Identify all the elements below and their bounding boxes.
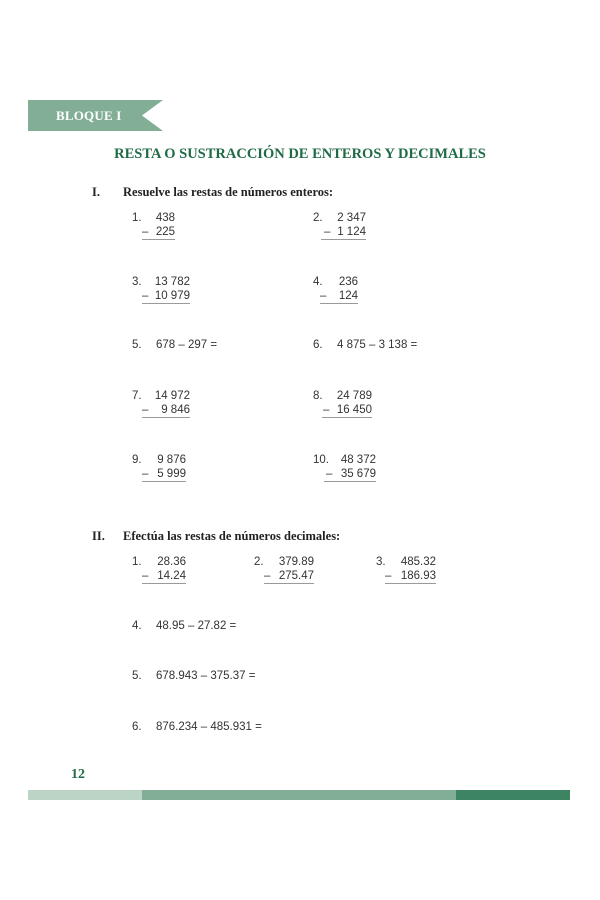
minuend: 2 347 xyxy=(337,212,366,224)
minuend: 24 789 xyxy=(336,390,372,402)
problem-number: 5. xyxy=(132,339,142,351)
subtrahend: 5 999 xyxy=(157,468,186,480)
problem-number: 5. xyxy=(132,670,142,682)
footer-bar-dark xyxy=(456,790,570,800)
subtrahend: 275.47 xyxy=(278,570,314,582)
banner-label: BLOQUE I xyxy=(56,108,122,123)
subtrahend: 14.24 xyxy=(157,570,186,582)
subtrahend-row xyxy=(264,569,314,584)
expression: 48.95 – 27.82 = xyxy=(156,620,237,632)
problem-6 xyxy=(313,339,417,351)
page-number: 12 xyxy=(71,767,85,782)
minuend: 13 782 xyxy=(154,276,190,288)
problem-number: 2. xyxy=(254,556,264,568)
minus-sign: – xyxy=(142,468,149,480)
problem-7 xyxy=(132,389,212,419)
subtrahend-row xyxy=(142,467,186,482)
minus-sign: – xyxy=(142,404,149,416)
expression: 876.234 – 485.931 = xyxy=(156,721,262,733)
minuend: 28.36 xyxy=(157,556,186,568)
footer-bar-mid xyxy=(142,790,456,800)
problem-number: 6. xyxy=(132,721,142,733)
subtrahend-row xyxy=(142,289,190,304)
minuend: 438 xyxy=(155,212,175,224)
subtrahend: 10 979 xyxy=(154,290,190,302)
problem-number: 2. xyxy=(313,212,323,224)
subtrahend-row xyxy=(322,403,372,418)
problem-number: 1. xyxy=(132,212,142,224)
subtrahend-row xyxy=(142,403,190,418)
minus-sign: – xyxy=(142,570,149,582)
minuend: 14 972 xyxy=(154,390,190,402)
subtrahend-row xyxy=(142,225,175,240)
minuend: 485.32 xyxy=(400,556,436,568)
problem-8 xyxy=(313,389,393,419)
minuend: 379.89 xyxy=(278,556,314,568)
minus-sign: – xyxy=(320,290,327,302)
subtrahend: 16 450 xyxy=(336,404,372,416)
problem-5 xyxy=(132,339,217,351)
problem-number: 3. xyxy=(376,556,386,568)
decimal-problem-3 xyxy=(376,555,446,585)
subtrahend-row xyxy=(385,569,436,584)
problem-number: 7. xyxy=(132,390,142,402)
problem-10 xyxy=(313,453,393,483)
subtrahend-row xyxy=(324,467,376,482)
minus-sign: – xyxy=(326,468,333,480)
minus-sign: – xyxy=(142,290,149,302)
section-1-number: I. xyxy=(92,185,100,199)
decimal-problem-4 xyxy=(132,620,236,632)
decimal-problem-2 xyxy=(254,555,324,585)
minuend: 48 372 xyxy=(340,454,376,466)
problem-number: 10. xyxy=(313,454,329,466)
problem-number: 1. xyxy=(132,556,142,568)
subtrahend-row xyxy=(320,289,358,304)
subtrahend: 1 124 xyxy=(337,226,366,238)
problem-number: 8. xyxy=(313,390,323,402)
problem-1 xyxy=(132,211,192,241)
problem-number: 4. xyxy=(313,276,323,288)
expression: 4 875 – 3 138 = xyxy=(337,339,418,351)
subtrahend: 124 xyxy=(338,290,358,302)
decimal-problem-1 xyxy=(132,555,202,585)
minus-sign: – xyxy=(323,404,330,416)
expression: 678 – 297 = xyxy=(156,339,218,351)
problem-9 xyxy=(132,453,202,483)
bloque-banner xyxy=(28,100,163,131)
subtrahend-row xyxy=(142,569,186,584)
problem-3 xyxy=(132,275,212,305)
subtrahend-row xyxy=(321,225,366,240)
problem-number: 6. xyxy=(313,339,323,351)
section-1-title: Resuelve las restas de números enteros: xyxy=(123,185,334,199)
subtrahend: 225 xyxy=(155,226,175,238)
problem-number: 4. xyxy=(132,620,142,632)
decimal-problem-6 xyxy=(132,721,262,733)
minuend: 9 876 xyxy=(157,454,186,466)
problem-number: 9. xyxy=(132,454,142,466)
footer-bar-light xyxy=(28,790,142,800)
minus-sign: – xyxy=(324,226,331,238)
decimal-problem-5 xyxy=(132,670,255,682)
page-title: RESTA O SUSTRACCIÓN DE ENTEROS Y DECIMALES xyxy=(114,146,486,162)
expression: 678.943 – 375.37 = xyxy=(156,670,256,682)
section-2-title: Efectúa las restas de números decimales: xyxy=(123,529,341,543)
problem-number: 3. xyxy=(132,276,142,288)
minus-sign: – xyxy=(142,226,149,238)
subtrahend: 9 846 xyxy=(161,404,190,416)
minuend: 236 xyxy=(338,276,358,288)
minus-sign: – xyxy=(264,570,271,582)
subtrahend: 35 679 xyxy=(340,468,376,480)
section-2-number: II. xyxy=(92,529,105,543)
problem-2 xyxy=(313,211,383,241)
minus-sign: – xyxy=(385,570,392,582)
subtrahend: 186.93 xyxy=(400,570,436,582)
problem-4 xyxy=(313,275,373,305)
